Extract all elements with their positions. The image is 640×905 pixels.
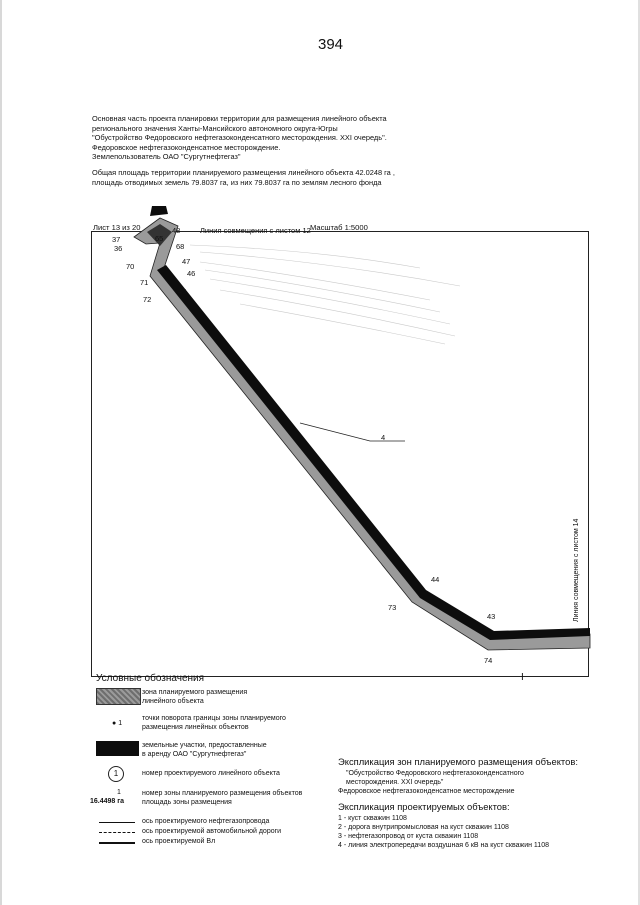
point-label: 37 [112, 235, 121, 244]
point-label: 70 [126, 262, 135, 271]
header-line: "Обустройство Федоровского нефтегазоконденсатного месторождения. XXI очередь". [92, 133, 387, 143]
map-scale: Масштаб 1:5000 [310, 223, 368, 232]
point-label: 65 [155, 234, 164, 243]
legend-object-number-label: номер проектируемого линейного объекта [142, 770, 280, 777]
mark-i: I [521, 672, 524, 683]
legend-zone-label: зона планируемого размещения линейного объекта [142, 689, 248, 705]
zones-explication-title: Экспликация зон планируемого размещения объектов: [338, 756, 578, 767]
legend-lease-label: земельные участки, предоставленные в аренду ОАО "Сургутнефтегаз" [142, 742, 267, 758]
power-line-swatch [99, 842, 135, 844]
point-swatch: ● 1 [112, 720, 123, 727]
area-symbol: 16.4498 га [90, 798, 125, 805]
legend-title: Условные обозначения [96, 673, 205, 684]
top-match-line-label: Линия совмещения с листом 12 [200, 226, 311, 235]
lease-swatch [96, 741, 139, 756]
object-number-swatch: 1 [108, 766, 124, 782]
point-label: 48 [172, 226, 181, 235]
legend-area-label: площадь зоны размещения [142, 799, 232, 806]
oil-line-swatch [99, 822, 135, 823]
legend-points-label: точки поворота границы зоны планируемого размещения линейных объектов [142, 715, 286, 731]
header-line: Землепользователь ОАО "Сургутнефтегаз" [92, 152, 241, 162]
allotted-area-line: площадь отводимых земель 79.8037 га, из них 79.8037 га по землям лесного фонда [92, 177, 382, 187]
objects-explication-item: 2 - дорога внутрипромысловая на куст скважин 1108 [338, 824, 509, 831]
zones-explication-line: месторождения. XXI очередь" [346, 779, 444, 786]
point-label: 72 [143, 295, 152, 304]
sheet-number: Лист 13 из 20 [93, 223, 141, 232]
object-label: 4 [381, 433, 386, 442]
total-area-line: Общая площадь территории планируемого размещения линейного объекта 42.0248 га , [92, 167, 395, 177]
point-label: 74 [484, 656, 493, 665]
objects-explication-title: Экспликация проектируемых объектов: [338, 801, 510, 812]
header-line: регионального значения Ханты-Мансийского автономного округа-Югры [92, 123, 338, 133]
zones-explication-line: "Обустройство Федоровского нефтегазоконденсатного [346, 770, 524, 777]
point-label: 46 [187, 269, 196, 278]
objects-explication-item: 4 - линия электропередачи воздушная 6 кВ на куст скважин 1108 [338, 842, 549, 849]
right-match-line-label: Линия совмещения с листом 14 [573, 518, 580, 622]
page-number: 394 [318, 36, 344, 53]
road-line-swatch [99, 832, 135, 833]
point-label: 73 [388, 603, 397, 612]
point-symbol: 1 [118, 720, 123, 727]
point-label: 45 [178, 287, 187, 296]
legend-road-line-label: ось проектируемой автомобильной дороги [142, 828, 282, 835]
zones-explication-line: Федоровское нефтегазоконденсатное месторождение [338, 788, 515, 795]
zone-number-symbol: 1 [117, 789, 121, 796]
header-line: Федоровское нефтегазоконденсатное месторождение. [92, 142, 281, 152]
point-label: 44 [431, 575, 440, 584]
point-label: 43 [487, 612, 496, 621]
point-label: 71 [140, 278, 149, 287]
point-label: 47 [182, 257, 191, 266]
header-line: Основная часть проекта планировки территории для размещения линейного объекта [92, 114, 387, 123]
legend-oil-line-label: ось проектируемого нефтегазопровода [142, 818, 270, 825]
point-label: 68 [176, 242, 185, 251]
zone-swatch [96, 688, 141, 705]
objects-explication-item: 3 - нефтегазопровод от куста скважин 1108 [338, 833, 479, 840]
legend-zone-number-label: номер зоны планируемого размещения объектов [142, 790, 303, 797]
objects-explication-item: 1 - куст скважин 1108 [338, 815, 407, 822]
legend-power-line-label: ось проектируемой Вл [142, 838, 216, 845]
point-label: 36 [114, 244, 123, 253]
